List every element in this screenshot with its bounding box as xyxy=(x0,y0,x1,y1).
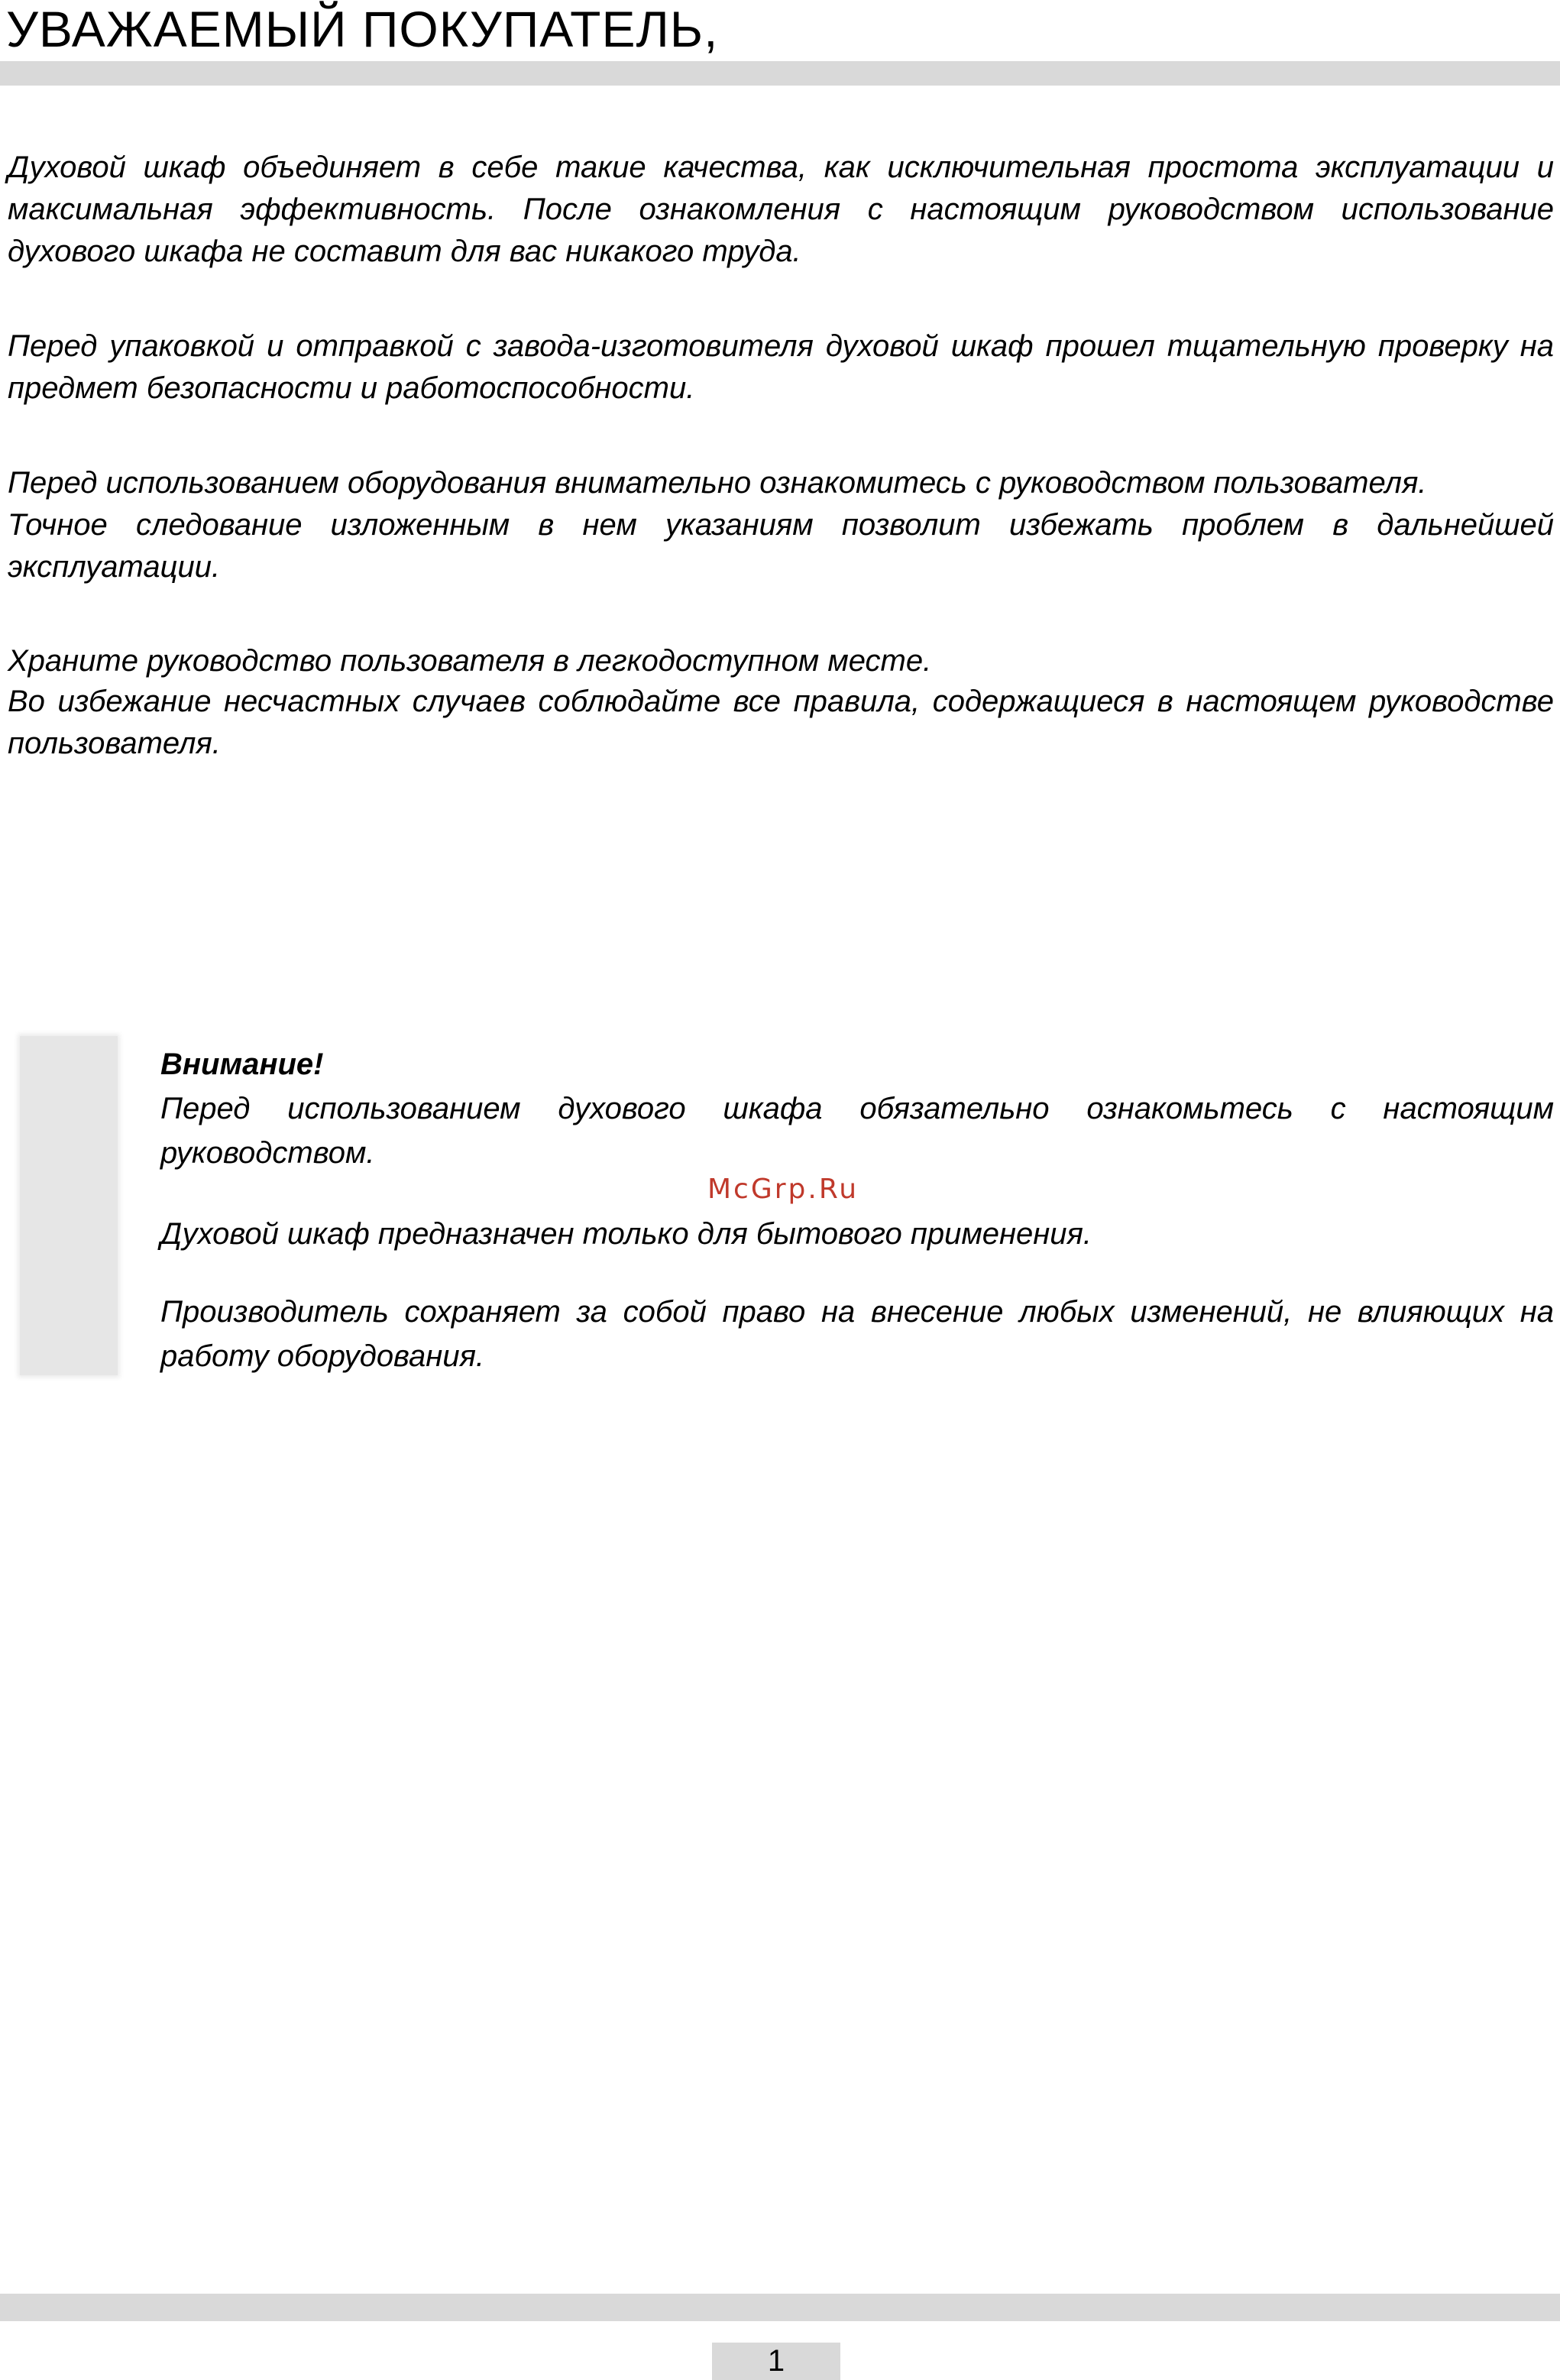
intro-paragraph: Духовой шкаф объединяет в себе такие качества, как исключительная простота эксплуатации и максимальная эффективность. После ознакомления с настоящим руководством использование духового шкафа не составит для вас никакого труда. xyxy=(8,151,1554,268)
page-title: УВАЖАЕМЫЙ ПОКУПАТЕЛЬ, xyxy=(6,1,719,57)
watermark-text: McGrp.Ru xyxy=(707,1174,859,1205)
header-divider-bar xyxy=(0,61,1560,86)
footer-divider-bar xyxy=(0,2294,1560,2321)
page-number: 1 xyxy=(712,2343,840,2380)
inspection-paragraph: Перед упаковкой и отправкой с завода-изготовителя духовой шкаф прошел тщательную проверку на предмет безопасности и работоспособности. xyxy=(8,329,1554,405)
keep-manual-paragraph: Храните руководство пользователя в легкодоступном месте. xyxy=(8,644,932,678)
notice-read-manual: Перед использованием духового шкафа обязательно ознакомьтесь с настоящим руководством. xyxy=(160,1092,1554,1170)
notice-manufacturer-rights: Производитель сохраняет за собой право на внесение любых изменений, не влияющих на работу оборудования. xyxy=(160,1295,1554,1373)
notice-heading: Внимание! xyxy=(160,1048,324,1081)
notice-side-box xyxy=(20,1036,118,1375)
follow-instructions-paragraph: Точное следование изложенным в нем указаниям позволит избежать проблем в дальнейшей эксплуатации. xyxy=(8,508,1554,584)
read-manual-paragraph: Перед использованием оборудования внимательно ознакомитесь с руководством пользователя. xyxy=(8,466,1427,500)
safety-rules-paragraph: Во избежание несчастных случаев соблюдайте все правила, содержащиеся в настоящем руководстве пользователя. xyxy=(8,685,1554,760)
notice-household-use: Духовой шкаф предназначен только для бытового применения. xyxy=(160,1217,1092,1251)
